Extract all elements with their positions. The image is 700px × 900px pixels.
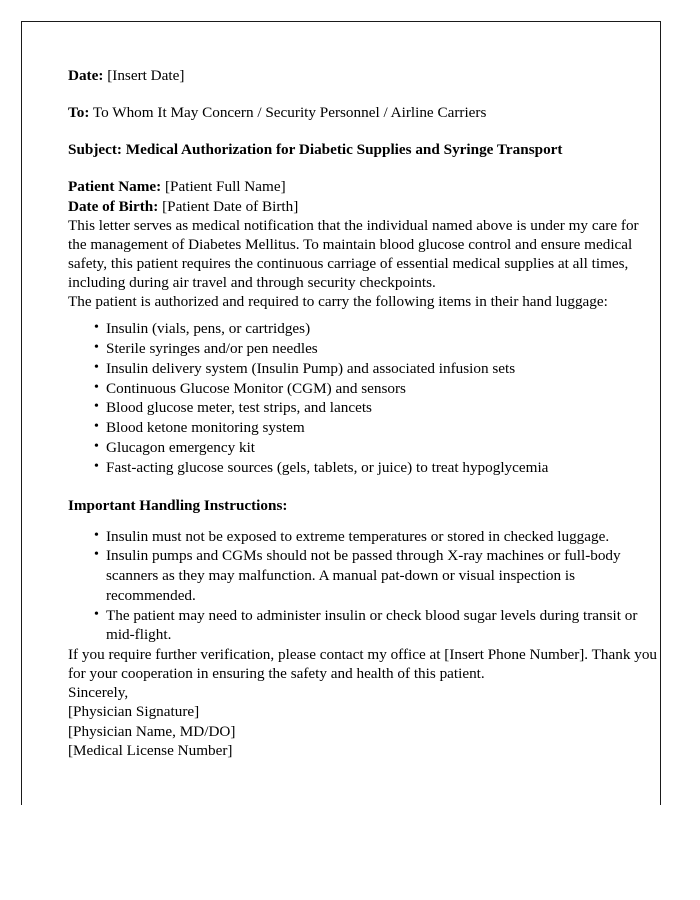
subject-line: Subject: Medical Authorization for Diabetic Supplies and Syringe Transport — [68, 141, 563, 159]
closing-paragraph: If you require further verification, please contact my office at [Insert Phone Number]. Thank you for your cooperation in ensuring the safety and health of this patient. — [68, 646, 658, 683]
document-page-frame — [21, 21, 661, 805]
handling-instructions-list — [68, 527, 658, 646]
physician-name: [Physician Name, MD/DO] — [68, 722, 236, 740]
list-item: • Continuous Glucose Monitor (CGM) and sensors — [106, 379, 658, 399]
patient-name-line — [68, 177, 658, 196]
list-item: • Insulin delivery system (Insulin Pump) and associated infusion sets — [106, 359, 658, 379]
date-of-birth-label: Date of Birth: — [68, 197, 159, 215]
list-item: • Fast-acting glucose sources (gels, tablets, or juice) to treat hypoglycemia — [106, 458, 658, 478]
date-value: [Insert Date] — [107, 67, 185, 84]
letter-body — [68, 66, 658, 760]
recipient-line — [68, 103, 658, 122]
list-item: • Blood glucose meter, test strips, and lancets — [106, 398, 658, 418]
patient-name-value: [Patient Full Name] — [165, 178, 286, 196]
recipient-value: To Whom It May Concern / Security Personnel / Airline Carriers — [92, 104, 487, 122]
handling-instructions-heading: Important Handling Instructions: — [68, 497, 288, 515]
list-item: • Blood ketone monitoring system — [106, 418, 658, 438]
list-item: • Glucagon emergency kit — [106, 438, 658, 458]
recipient-label: To: — [68, 104, 90, 122]
medical-license-number: [Medical License Number] — [68, 741, 233, 759]
list-item: • Sterile syringes and/or pen needles — [106, 339, 658, 359]
signature-placeholder: [Physician Signature] — [68, 703, 200, 721]
date-of-birth-line — [68, 197, 658, 216]
intro-paragraph: This letter serves as medical notification that the individual named above is under my care for the management of Diabetes Mellitus. To maintain blood glucose control and ensure medical safety, this patient requires the continuous carriage of essential medical supplies at all times, including during air travel and through security checkpoints. — [68, 216, 639, 292]
list-item: • Insulin must not be exposed to extreme temperatures or stored in checked luggage. — [106, 527, 658, 547]
date-line — [68, 66, 658, 85]
patient-name-label: Patient Name: — [68, 178, 162, 196]
date-of-birth-value: [Patient Date of Birth] — [162, 197, 299, 215]
list-item: • Insulin pumps and CGMs should not be passed through X-ray machines or full-body scanners as they may malfunction. A manual pat-down or visual inspection is recommended. — [106, 546, 658, 605]
date-label: Date: — [68, 67, 104, 84]
list-item: • The patient may need to administer insulin or check blood sugar levels during transit or mid-flight. — [106, 606, 658, 646]
sign-off: Sincerely, — [68, 684, 129, 702]
supplies-list — [68, 319, 658, 477]
supplies-list-intro: The patient is authorized and required to carry the following items in their hand luggage: — [68, 293, 608, 311]
list-item: • Insulin (vials, pens, or cartridges) — [106, 319, 658, 339]
